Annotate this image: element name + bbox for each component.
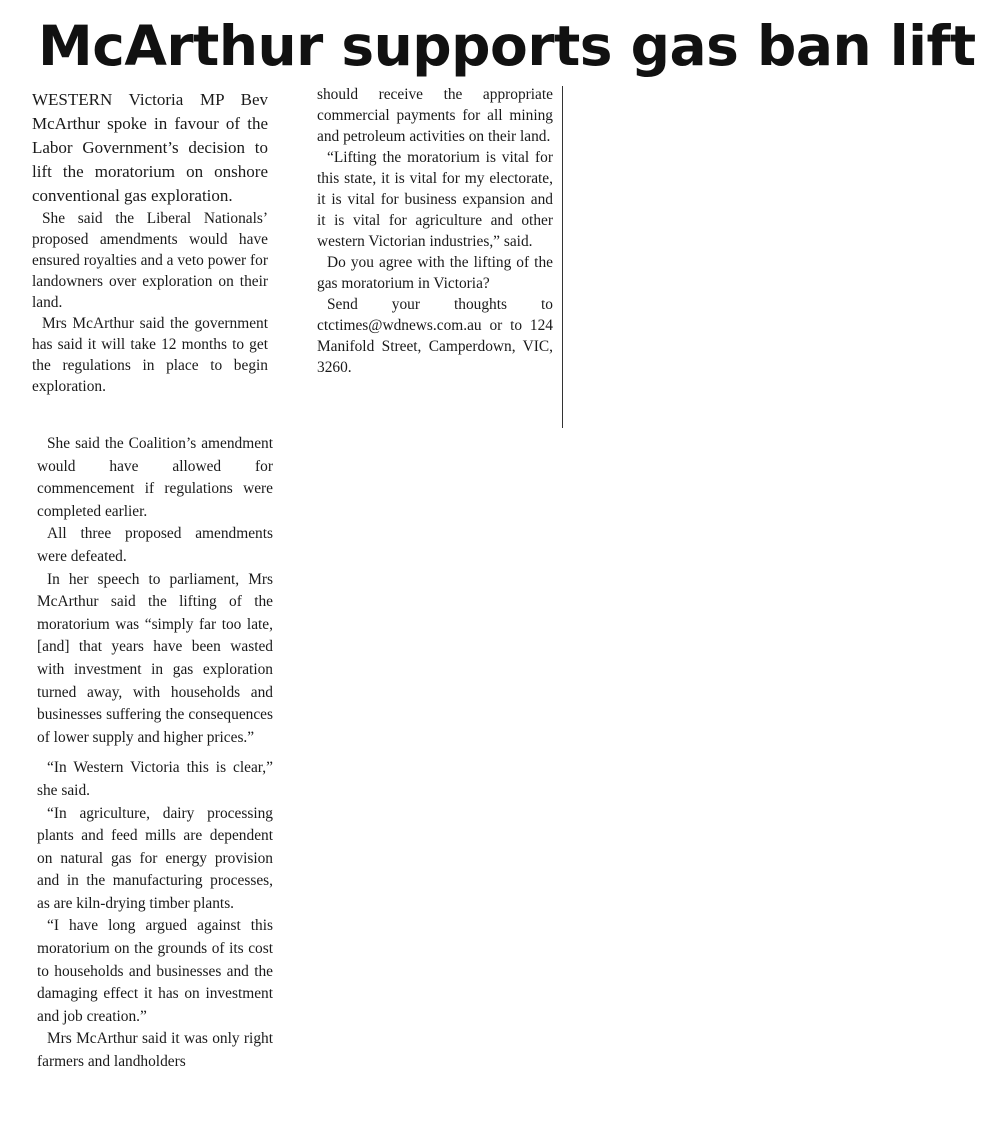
article-column-2 — [317, 84, 553, 378]
body-paragraph: “Lifting the moratorium is vital for this state, it is vital for my electorate, it is vital for business expansion and it is vital for agriculture and other western Victorian industries,” said. — [317, 149, 553, 250]
body-paragraph: All three proposed amendments were defeated. — [37, 525, 273, 565]
contact-paragraph: Send your thoughts to ctctimes@wdnews.com.au or to 124 Manifold Street, Camperdown, VIC, 3260. — [317, 296, 553, 376]
body-paragraph: In her speech to parliament, Mrs McArthur said the lifting of the moratorium was “simply far too late, [and] that years have been wasted with investment in gas exploration turned away, with households and businesses suffering the consequences of lower supply and higher prices.” — [37, 570, 273, 746]
headline: McArthur supports gas ban lift — [38, 14, 976, 78]
body-paragraph: She said the Liberal Nationals’ proposed amendments would have ensured royalties and a veto power for landowners over exploration on their land. — [32, 210, 268, 311]
body-paragraph: “I have long argued against this moratorium on the grounds of its cost to households and businesses and the damaging effect it has on investment and job creation.” — [37, 917, 273, 1025]
body-paragraph: “In agriculture, dairy processing plants and feed mills are dependent on natural gas for energy provision and in the manufacturing processes, as are kiln-drying timber plants. — [37, 804, 273, 912]
article-column-1-bottom — [37, 433, 273, 1074]
body-paragraph: Do you agree with the lifting of the gas moratorium in Victoria? — [317, 254, 553, 292]
body-paragraph: Mrs McArthur said the government has said it will take 12 months to get the regulations in place to begin exploration. — [32, 315, 268, 395]
article-column-1-top — [32, 88, 268, 397]
body-paragraph: She said the Coalition’s amendment would have allowed for commencement if regulations were completed earlier. — [37, 435, 273, 520]
body-paragraph: Mrs McArthur said it was only right farmers and landholders — [37, 1030, 273, 1071]
body-paragraph: “In Western Victoria this is clear,” she said. — [37, 759, 273, 799]
body-paragraph: should receive the appropriate commercial payments for all mining and petroleum activities on their land. — [317, 86, 553, 145]
column-divider — [562, 86, 563, 428]
lede-paragraph: WESTERN Victoria MP Bev McArthur spoke in favour of the Labor Government’s decision to lift the moratorium on onshore conventional gas exploration. — [32, 90, 268, 205]
